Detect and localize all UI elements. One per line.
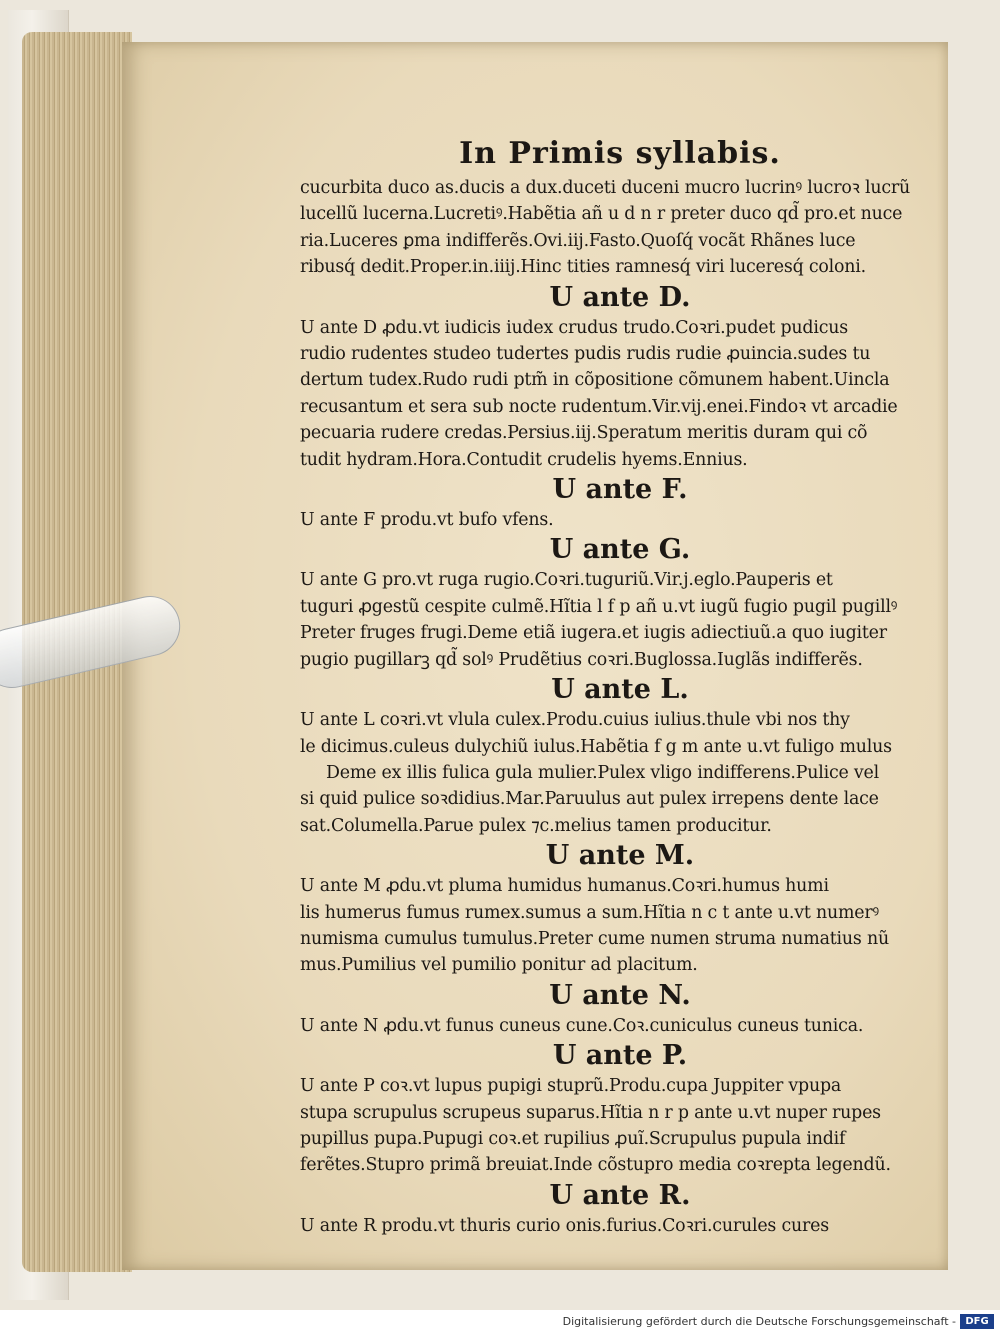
text-line: U ante F produ.vt bufo vfens. (300, 510, 554, 531)
text-line: ribusq́ dedit.Proper.in.iiij.Hinc tities ramnesq́ viri luceresq́ coloni. (300, 257, 866, 278)
text-line: lucellũ lucerna.Lucretiꝰ.Habẽtia añ u d n r preter duco qd̃ pro.et nuce (300, 204, 903, 225)
text-line: Preter fruges frugi.Deme etiã iugera.et iugis adiectiuũ.a quo iugiter (300, 623, 887, 644)
text-line: lis humerus fumus rumex.sumus a sum.Hĩtia n c t ante u.vt numerꝰ (300, 902, 879, 923)
text-line: ria.Luceres ꝑma indifferẽs.Ovi.iij.Fasto.Quoſq́ vocãt Rhãnes luce (300, 230, 856, 251)
text-blocks (300, 175, 940, 1239)
text-line: tuguri ꝓgestũ cespite culmẽ.Hĩtia l f p añ u.vt iugũ fugio pugil pugillꝰ (300, 596, 898, 617)
text-line: numisma cumulus tumulus.Preter cume numen struma numatius nũ (300, 928, 889, 949)
text-line: le dicimus.culeus dulychiũ iulus.Habẽtia f g m ante u.vt fuligo mulus (300, 736, 892, 757)
text-line: U ante M ꝓdu.vt pluma humidus humanus.Coꝛri.humus humi (300, 876, 829, 897)
text-line: tudit hydram.Hora.Contudit crudelis hyems.Ennius. (300, 449, 748, 470)
text-line: rudio rudentes studeo tudertes pudis rudis rudie ꝓuincia.sudes tu (300, 344, 871, 365)
text-line: sat.Columella.Parue pulex ⁊c.melius tamen producitur. (300, 815, 772, 836)
dfg-logo: DFG (960, 1314, 994, 1329)
text-line: U ante N ꝓdu.vt funus cuneus cune.Coꝛ.cuniculus cuneus tunica. (300, 1015, 864, 1036)
text-line: U ante R produ.vt thuris curio onis.furius.Coꝛri.curules cures (300, 1215, 829, 1236)
section-heading: U ante P. (552, 1040, 688, 1072)
text-line: U ante D ꝓdu.vt iudicis iudex crudus trudo.Coꝛri.pudet pudicus (300, 317, 848, 338)
text-line: si quid pulice soꝛdidius.Mar.Paruulus aut pulex irrepens dente lace (300, 789, 879, 810)
text-line: U ante G pro.vt ruga rugio.Coꝛri.tuguriũ.Vir.j.eglo.Pauperis et (300, 570, 833, 591)
funding-notice: Digitalisierung gefördert durch die Deutsche Forschungsgemeinschaft - (562, 1315, 956, 1328)
section-heading: U ante L. (551, 674, 689, 706)
text-line: pupillus pupa.Pupugi coꝛ.et rupilius ꝓuĩ.Scrupulus pupula indif (300, 1128, 846, 1149)
footer-bar (0, 1310, 1000, 1334)
text-line: recusantum et sera sub nocte rudentum.Vir.vij.enei.Findoꝛ vt arcadie (300, 396, 898, 417)
text-line: pecuaria rudere credas.Persius.iij.Speratum meritis duram qui cõ (300, 423, 868, 444)
section-heading: U ante F. (552, 474, 688, 506)
text-line: ferẽtes.Stupro primã breuiat.Inde cõstupro media coꝛrepta legendũ. (300, 1155, 891, 1176)
section-heading: U ante R. (549, 1179, 691, 1211)
section-heading: U ante M. (545, 840, 695, 872)
text-line: U ante L coꝛri.vt vlula culex.Produ.cuius iulius.thule vbi nos thy (300, 710, 850, 731)
text-line: pugio pugillarꝫ qd̃ solꝰ Prudẽtius coꝛri.Buglossa.Iuglãs indifferẽs. (300, 649, 863, 670)
section-heading: U ante N. (549, 979, 691, 1011)
text-line: U ante P coꝛ.vt lupus pupigi stuprũ.Produ.cupa Juppiter vpupa (300, 1076, 842, 1097)
text-line: dertum tudex.Rudo rudi ptm̃ in cõpositione cõmunem habent.Uincla (300, 370, 890, 391)
text-line: stupa scrupulus scrupeus suparus.Hĩtia n r p ante u.vt nuper rupes (300, 1102, 881, 1123)
section-heading: U ante D. (549, 281, 691, 313)
text-line: mus.Pumilius vel pumilio ponitur ad placitum. (300, 955, 698, 976)
text-line: cucurbita duco as.ducis a dux.duceti duceni mucro lucrinꝰ lucroꝛ lucrũ (300, 178, 910, 198)
text-line: Deme ex illis fulica gula mulier.Pulex vligo indifferens.Pulice vel (326, 762, 880, 783)
running-head: In Primis syllabis. (459, 136, 781, 171)
section-heading: U ante G. (549, 534, 691, 566)
page-text (300, 135, 940, 1239)
